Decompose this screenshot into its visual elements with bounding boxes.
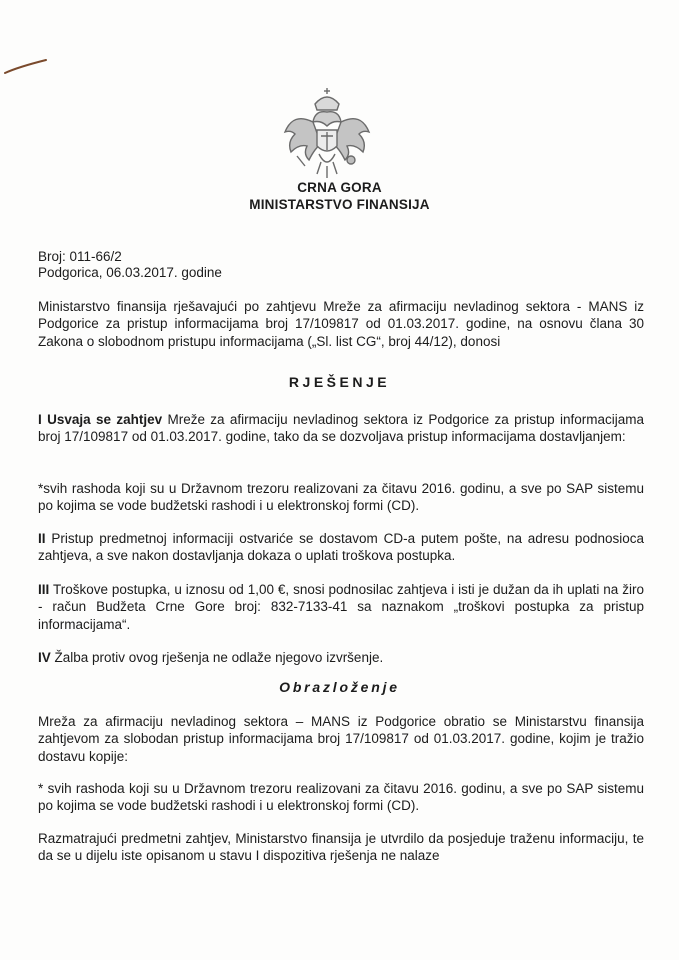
decision-item-2-label: II	[38, 531, 46, 546]
explanation-paragraph-3: Razmatrajući predmetni zahtjev, Ministarstvo finansija je utvrdilo da posjeduje traženu informaciju, te da se u dijelu iste opisanom u stavu I dispozitiva rješenja ne nalaze	[38, 831, 644, 864]
country-title: CRNA GORA	[297, 180, 382, 195]
decision-item-3-text: Troškove postupka, u iznosu od 1,00 €, snosi podnosilac zahtjeva i isti je dužan da ih uplati na žiro - račun Budžeta Crne Gore broj: 832-7133-41 sa naznakom „troškovi postupka za pristup informacijama“.	[38, 582, 644, 632]
decision-item-2	[38, 530, 644, 565]
decision-item-4-text: Žalba protiv ovog rješenja ne odlaže njegovo izvršenje.	[50, 650, 384, 665]
decision-item-3	[38, 581, 644, 633]
decision-item-1-detail: *svih rashoda koji su u Državnom trezoru realizovani za čitavu 2016. godinu, a sve po SAP sistemu po kojima se vode budžetski rashodi i u elektronskoj formi (CD).	[38, 481, 644, 514]
intro-paragraph: Ministarstvo finansija rješavajući po zahtjevu Mreže za afirmaciju nevladinog sektora - MANS iz Podgorice za pristup informacijama broj 17/109817 od 01.03.2017. godine, na osnovu člana 30 Zakona o slobodnom pristupu informacijama („Sl. list CG“, broj 44/12), donosi	[38, 299, 644, 349]
coat-of-arms-icon	[277, 86, 377, 180]
place-date: Podgorica, 06.03.2017. godine	[38, 265, 222, 280]
explanation-paragraph-2: * svih rashoda koji su u Državnom trezoru realizovani za čitavu 2016. godinu, a sve po SAP sistemu po kojima se vode budžetski rashodi i u elektronskoj formi (CD).	[38, 781, 644, 814]
decision-heading: RJEŠENJE	[288, 374, 391, 390]
decision-item-2-text: Pristup predmetnoj informaciji ostvariće se dostavom CD-a putem pošte, na adresu podnosioca zahtjeva, a sve nakon dostavljanja dokaza o uplati troškova postupka.	[38, 531, 644, 564]
explanation-heading: Obrazloženje	[279, 679, 400, 695]
decision-item-3-label: III	[38, 582, 50, 597]
decision-item-1-label: I Usvaja se zahtjev	[38, 412, 163, 427]
decision-item-4	[38, 649, 644, 666]
decision-item-1-text: Mreže za afirmaciju nevladinog sektora iz Podgorice za pristup informacijama broj 17/109817 od 01.03.2017. godine, tako da se dozvoljava pristup informacijama dostavljanjem:	[38, 412, 644, 445]
decision-item-4-label: IV	[38, 650, 51, 665]
ministry-title: MINISTARSTVO FINANSIJA	[249, 197, 430, 212]
explanation-paragraph-1: Mreža za afirmaciju nevladinog sektora – MANS iz Podgorice obratio se Ministarstvu finansija zahtjevom za slobodan pristup informacijama broj 17/109817 od 01.03.2017. godine, kojim je tražio dostavu kopije:	[38, 714, 644, 764]
document-number: Broj: 011-66/2	[38, 249, 122, 264]
decision-item-1	[38, 411, 644, 446]
pen-mark	[4, 58, 48, 76]
